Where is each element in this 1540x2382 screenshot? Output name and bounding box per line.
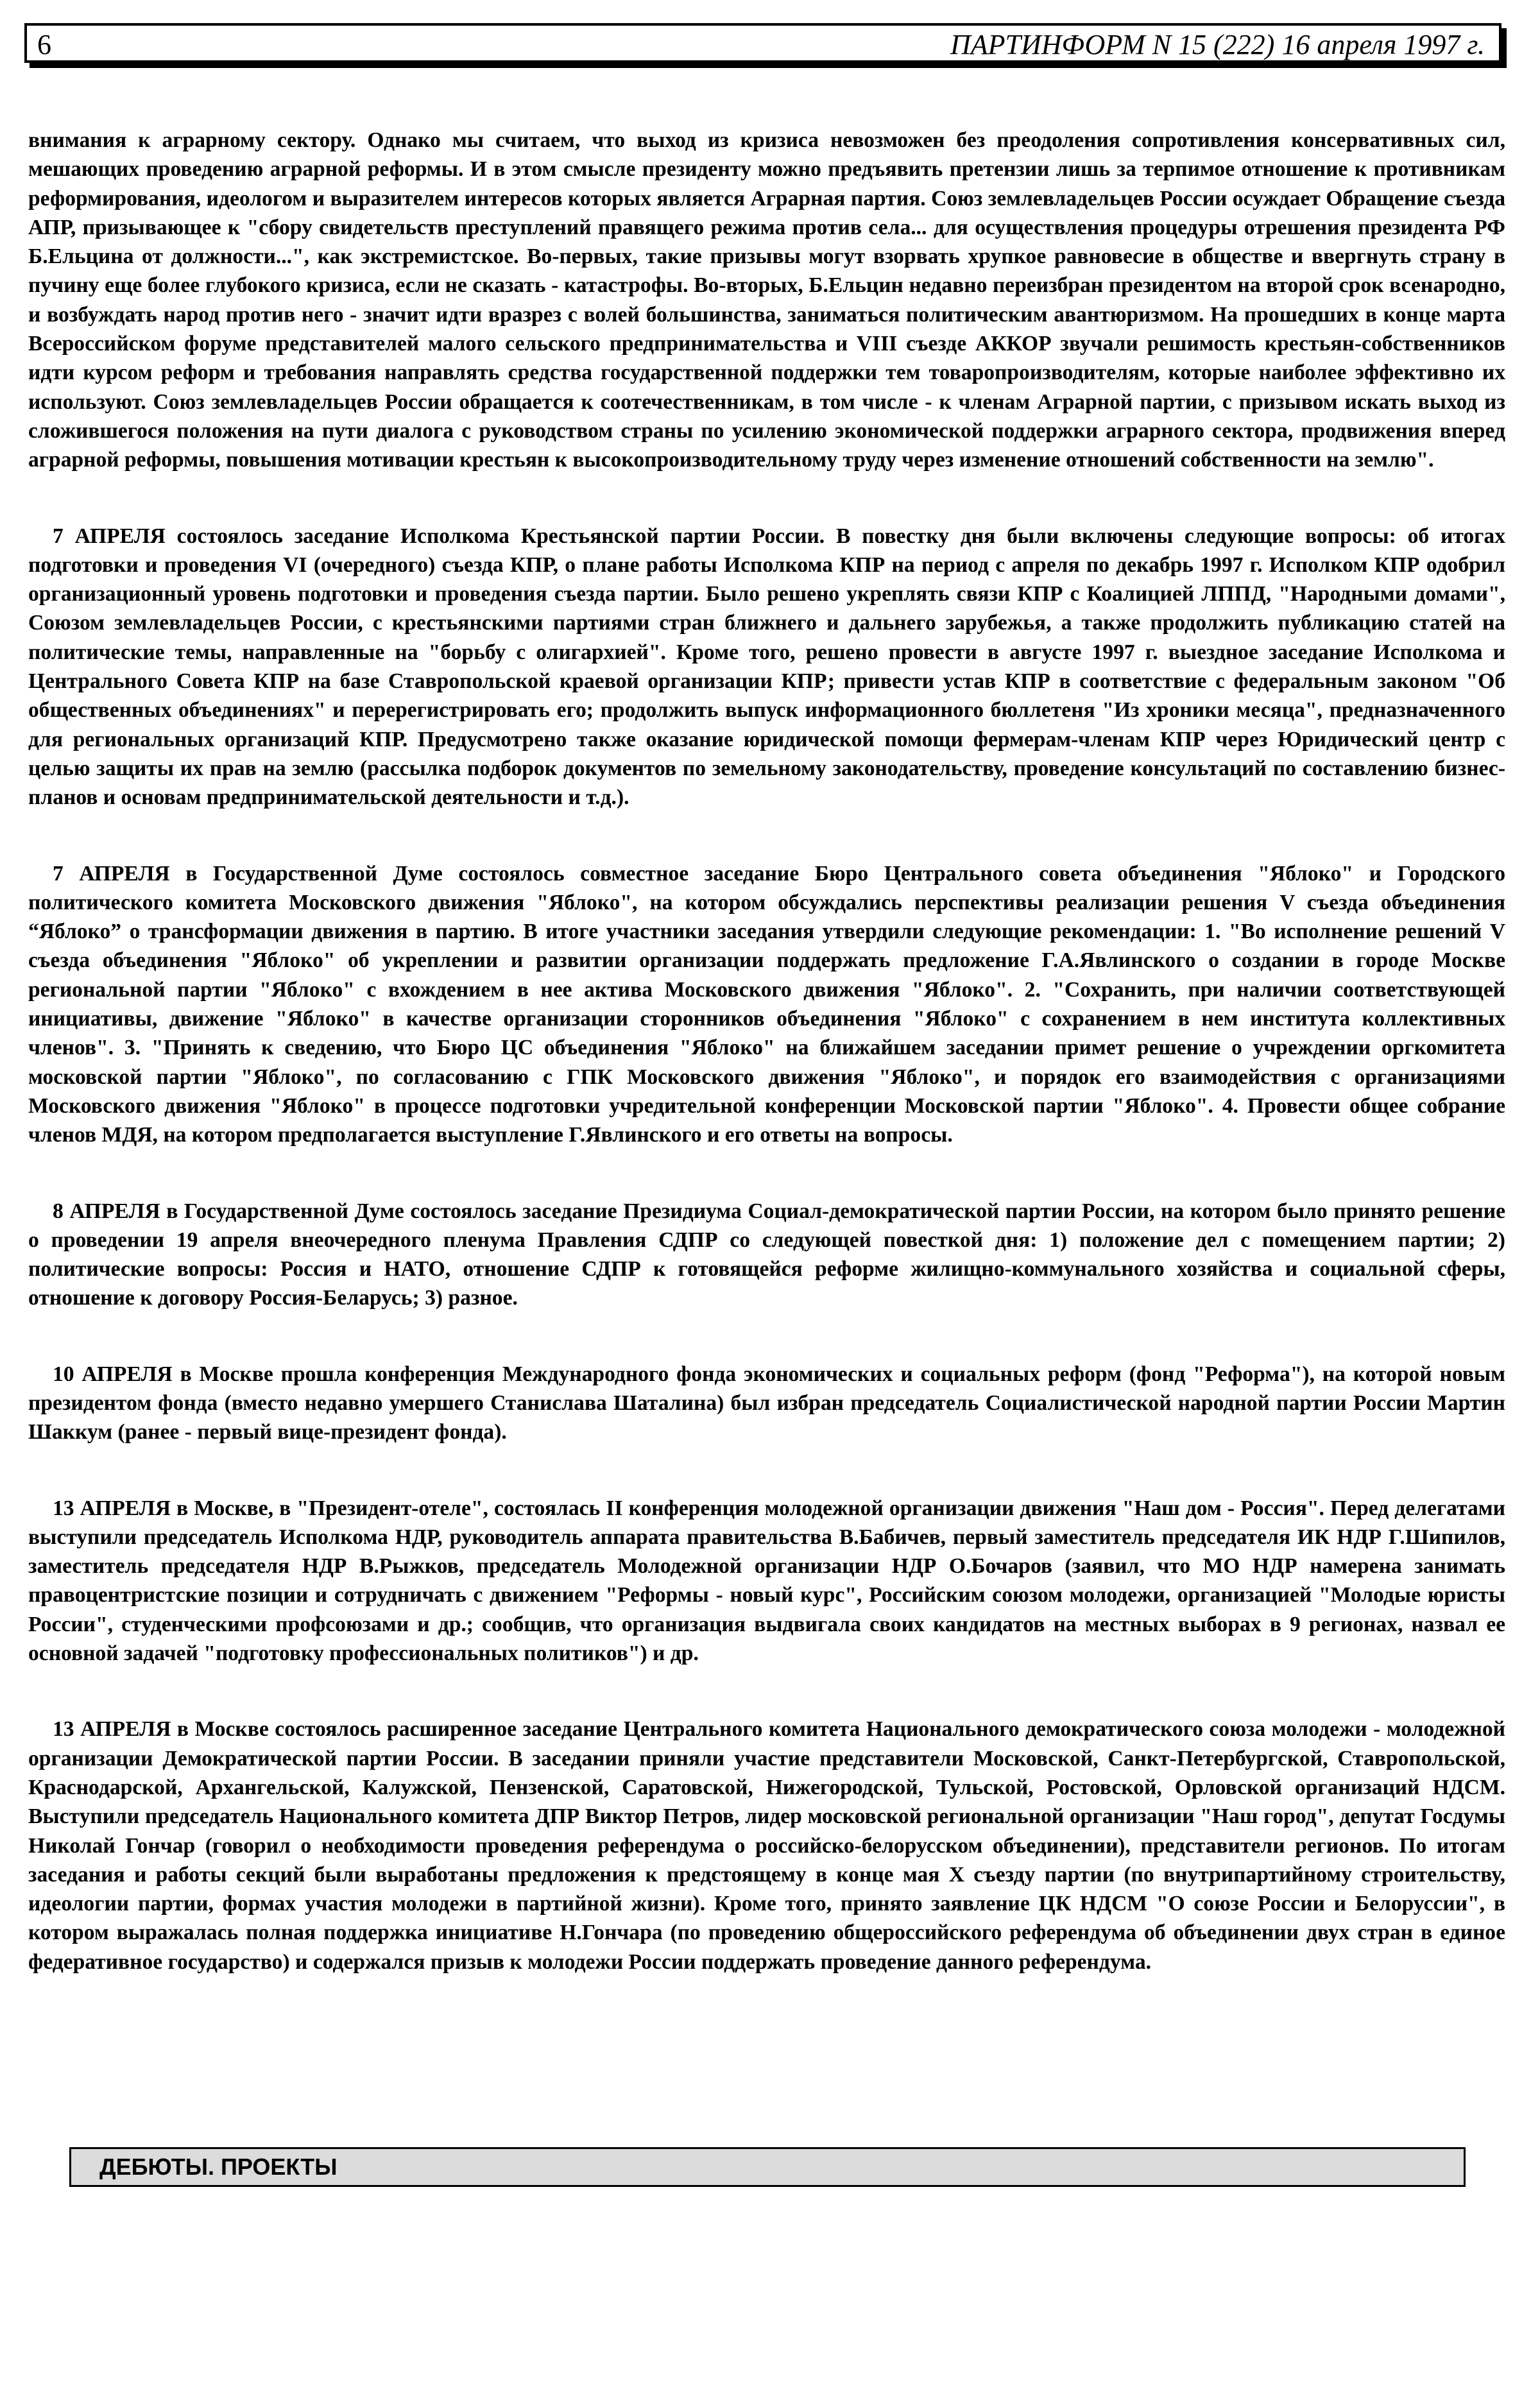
paragraph-kpr-ispolkom: 7 АПРЕЛЯ состоялось заседание Исполкома Крестьянской партии России. В повестку дня были включены следующие вопросы: об итогах подготовки и проведения VI (очередного) съезда КПР, о плане работы Исполкома КПР на период с апреля по декабрь 1997 г. Исполком КПР одобрил организационный уровень подготовки и проведения съезда партии. Было решено укреплять связи КПР с Коалицией ЛППД, "Народными домами", Союзом землевладельцев России, с крестьянскими партиями стран ближнего и дальнего зарубежья, а также продолжить публикацию статей на политические темы, направленные на "борьбу с олигархией". Кроме того, решено провести в августе 1997 г. выездное заседание Исполкома и Центрального Совета КПР на базе Ставропольской краевой организации КПР; привести устав КПР в соответствие с федеральным законом "Об общественных объединениях" и перерегистрировать его; продолжить выпуск информационного бюллетеня "Из хроники месяца", предназначенного для региональных организаций КПР. Предусмотрено также оказание юридической помощи фермерам-членам КПР через Юридический центр с целью защиты их прав на землю (рассылка подборок документов по земельному законодательству, проведение консультаций по составлению бизнес-планов и основам предпринимательской деятельности и т.д.). — [28, 524, 1505, 810]
article-body — [28, 126, 1505, 2023]
paragraph-ndr-youth: 13 АПРЕЛЯ в Москве, в "Президент-отеле", состоялась II конференция молодежной организации движения "Наш дом - Россия". Перед делегатами выступили председатель Исполкома НДР, руководитель аппарата правительства В.Бабичев, первый заместитель председателя ИК НДР Г.Шипилов, заместитель председателя НДР В.Рыжков, председатель Молодежной организации НДР О.Бочаров (заявил, что МО НДР намерена занимать правоцентристские позиции и сотрудничать с движением "Реформы - новый курс", Российским союзом молодежи, организацией "Молодые юристы России", студенческими профсоюзами и др.; сообщив, что организация выдвигала своих кандидатов на местных выборах в 9 регионах, назвал ее основной задачей "подготовку профессиональных политиков") и др. — [28, 1496, 1505, 1666]
publication-masthead: ПАРТИНФОРМ N 15 (222) 16 апреля 1997 г. — [950, 29, 1485, 60]
paragraph-reforma-fund: 10 АПРЕЛЯ в Москве прошла конференция Международного фонда экономических и социальных реформ (фонд "Реформа"), на которой новым президентом фонда (вместо недавно умершего Станислава Шаталина) был избран председатель Социалистической народной партии России Мартин Шаккум (ранее - первый вице-президент фонда). — [28, 1362, 1505, 1444]
section-title: ДЕБЮТЫ. ПРОЕКТЫ — [99, 2154, 338, 2180]
page-header — [24, 23, 1502, 63]
paragraph-yabloko: 7 АПРЕЛЯ в Государственной Думе состоялось совместное заседание Бюро Центрального совета объединения "Яблоко" и Городского политического комитета Московского движения "Яблоко", на котором обсуждались перспективы реализации решения V съезда объединения “Яблоко” о трансформации движения в партию. В итоге участники заседания утвердили следующие рекомендации: 1. "Во исполнение решений V съезда объединения "Яблоко" об укреплении и развитии организации поддержать предложение Г.А.Явлинского о создании в городе Москве региональной партии "Яблоко" с вхождением в нее актива Московского движения "Яблоко". 2. "Сохранить, при наличии соответствующей инициативы, движение "Яблоко" в качестве организации сторонников объединения "Яблоко" с сохранением в нем института коллективных членов". 3. "Принять к сведению, что Бюро ЦС объединения "Яблоко" на ближайшем заседании примет решение о учреждении оргкомитета московской партии "Яблоко", по согласованию с ГПК Московского движения "Яблоко", и порядок его взаимодействия с организациями Московского движения "Яблоко" в процессе подготовки учредительной конференции Московской партии "Яблоко". 4. Провести общее собрание членов МДЯ, на котором предполагается выступление Г.Явлинского и его ответы на вопросы. — [28, 861, 1505, 1147]
section-heading-box — [69, 2147, 1466, 2187]
paragraph-ndsm: 13 АПРЕЛЯ в Москве состоялось расширенное заседание Центрального комитета Национального демократического союза молодежи - молодежной организации Демократической партии России. В заседании приняли участие представители Московской, Санкт-Петербургской, Ставропольской, Краснодарской, Архангельской, Калужской, Пензенской, Саратовской, Нижегородской, Тульской, Ростовской, Орловской организаций НДСМ. Выступили председатель Национального комитета ДПР Виктор Петров, лидер московской региональной организации "Наш город", депутат Госдумы Николай Гончар (говорил о необходимости проведения референдума о российско-белорусском объединении), представители регионов. По итогам заседания и работы секций были выработаны предложения к предстоящему в конце мая X съезду партии (по внутрипартийному строительству, идеологии партии, формах участия молодежи в партийной жизни). Кроме того, принято заявление ЦК НДСМ "О союзе России и Белоруссии", в котором выражалась полная поддержка инициативе Н.Гончара (по проведению общероссийского референдума об объединении двух стран в единое федеративное государство) и содержался призыв к молодежи России поддержать проведение данного референдума. — [28, 1717, 1505, 1974]
paragraph-continued: внимания к аграрному сектору. Однако мы считаем, что выход из кризиса невозможен без преодоления сопротивления консервативных сил, мешающих проведению аграрной реформы. И в этом смысле президенту можно предъявить претензии лишь за терпимое отношение к противникам реформирования, идеологом и выразителем интересов которых является Аграрная партия. Союз землевладельцев России осуждает Обращение съезда АПР, призывающее к "сбору свидетельств преступлений правящего режима против села... для осуществления процедуры отрешения президента РФ Б.Ельцина от должности...", как экстремистское. Во-первых, такие призывы могут взорвать хрупкое равновесие в обществе и ввергнуть страну в пучину еще более глубокого кризиса, если не сказать - катастрофы. Во-вторых, Б.Ельцин недавно переизбран президентом на второй срок всенародно, и возбуждать народ против него - значит идти вразрез с волей большинства, заниматься политическим авантюризмом. На прошедших в конце марта Всероссийском форуме представителей малого сельского предпринимательства и VIII съезде АККОР звучали решимость крестьян-собственников идти курсом реформ и требования направлять средства государственной поддержки тем товаропроизводителям, которые наиболее эффективно их используют. Союз землевладельцев России обращается к соотечественникам, в том числе - к членам Аграрной партии, с призывом искать выход из сложившегося положения на пути диалога с руководством страны по усилению экономической поддержки аграрного сектора, продвижения вперед аграрной реформы, повышения мотивации крестьян к высокопроизводительному труду через изменение отношений собственности на землю". — [28, 128, 1505, 472]
paragraph-sdpr: 8 АПРЕЛЯ в Государственной Думе состоялось заседание Президиума Социал-демократической партии России, на котором было принято решение о проведении 19 апреля внеочередного пленума Правления СДПР со следующей повесткой дня: 1) положение дел с помещением партии; 2) политические вопросы: Россия и НАТО, отношение СДПР к готовящейся реформе жилищно-коммунального хозяйства и социальной сферы, отношение к договору Россия-Беларусь; 3) разное. — [28, 1199, 1505, 1310]
page-number: 6 — [37, 29, 51, 60]
